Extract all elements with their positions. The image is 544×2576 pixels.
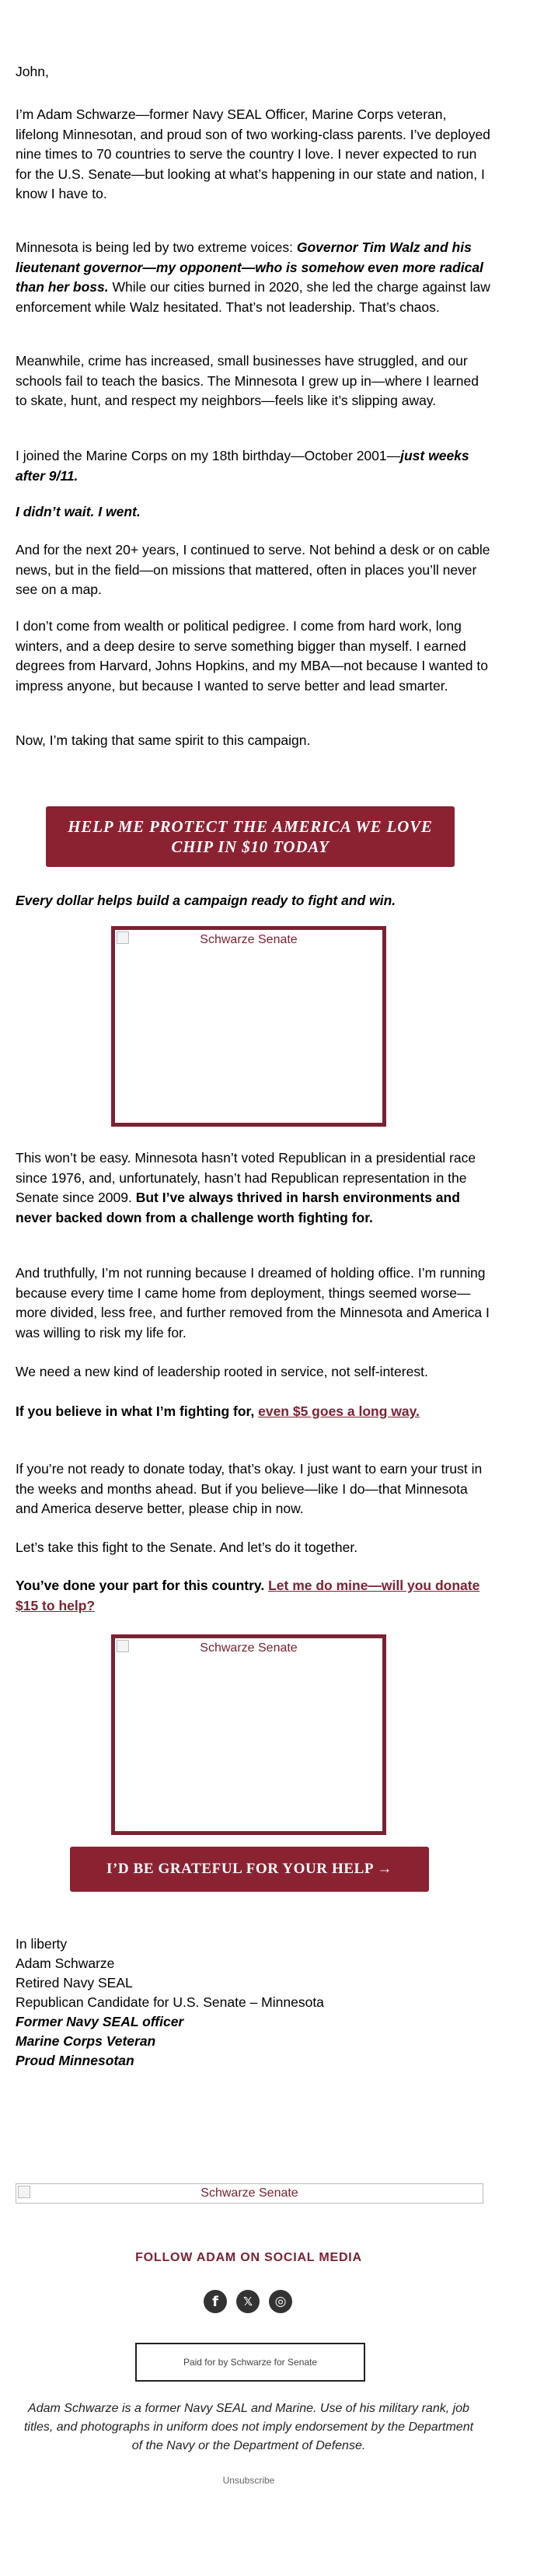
not-ready-paragraph: If you’re not ready to donate today, that’s okay. I just want to earn your trust in the weeks and months ahead. But if you believe—like I do—that Minnesota and America deserve better, please chip in now. bbox=[16, 1461, 483, 1516]
campaign-photo bbox=[111, 926, 386, 1127]
footer-banner-image bbox=[16, 2183, 483, 2204]
done-your-part-paragraph: You’ve done your part for this country. Let me do mine—will you donate $15 to help? bbox=[16, 1578, 480, 1613]
title-proud-minnesotan: Proud Minnesotan bbox=[16, 2053, 134, 2068]
crime-paragraph: Meanwhile, crime has increased, small businesses have struggled, and our schools fail to teach the basics. The Minnesota I grew up in—where I learned to skate, hunt, and respect my neighbors—feels like it’s slipping away. bbox=[16, 353, 479, 408]
intro-paragraph: I’m Adam Schwarze—former Navy SEAL Officer, Marine Corps veteran, lifelong Minnesotan, and proud son of two working-class parents. I’ve deployed nine times to 70 countries to serve the country I love. I never expected to run for the U.S. Senate—but looking at what’s happening in our state and nation, I know I have to. bbox=[16, 107, 490, 201]
signoff-name: Adam Schwarze bbox=[16, 1956, 115, 1971]
follow-heading: FOLLOW ADAM ON SOCIAL MEDIA bbox=[135, 2251, 362, 2264]
donate-5-link[interactable]: even $5 goes a long way. bbox=[258, 1403, 420, 1419]
donate-10-button[interactable]: HELP ME PROTECT THE AMERICA WE LOVE CHIP IN $10 TODAY bbox=[46, 806, 455, 867]
campaign-spirit-paragraph: Now, I’m taking that same spirit to this campaign. bbox=[16, 732, 311, 748]
background-paragraph: I don’t come from wealth or political pedigree. I come from hard work, long winters, and a deep desire to serve something bigger than myself. I earned degrees from Harvard, Johns Hopkins, and my MBA—not because I wanted to impress anyone, but because I wanted to serve better and lead smarter. bbox=[16, 618, 488, 694]
x-twitter-icon[interactable]: 𝕏 bbox=[236, 2290, 260, 2313]
twenty-years-paragraph: And for the next 20+ years, I continued to serve. Not behind a desk or on cable news, but in the field—on missions that mattered, often in places you’ll never see on a map. bbox=[16, 542, 490, 597]
campaign-photo-2 bbox=[111, 1634, 386, 1835]
signoff-rank: Retired Navy SEAL bbox=[16, 1975, 133, 1991]
unsubscribe-link[interactable]: Unsubscribe bbox=[222, 2475, 275, 2486]
footer-banner-alt-text: Schwarze Senate bbox=[201, 2186, 298, 2200]
title-seal-officer: Former Navy SEAL officer bbox=[16, 2014, 184, 2029]
paid-for-box: Paid for by Schwarze for Senate bbox=[135, 2343, 365, 2382]
disclaimer: Adam Schwarze is a former Navy SEAL and Marine. Use of his military rank, job titles, and photographs in uniform does not imply endorsement by the Department of the Navy or the Department of Defense. bbox=[23, 2402, 474, 2452]
didnt-wait-paragraph: I didn’t wait. I went. bbox=[16, 504, 141, 519]
signoff-candidacy: Republican Candidate for U.S. Senate – Minnesota bbox=[16, 1994, 324, 2010]
every-dollar-paragraph: Every dollar helps build a campaign ready to fight and win. bbox=[16, 893, 396, 908]
campaign-photo-alt-text: Schwarze Senate bbox=[200, 1641, 298, 1655]
instagram-icon[interactable]: ◎ bbox=[269, 2290, 292, 2313]
believe-paragraph: If you believe in what I’m fighting for, even $5 goes a long way. bbox=[16, 1403, 420, 1419]
why-running-paragraph: And truthfully, I’m not running because I dreamed of holding office. I’m running because every time I came home from deployment, things seemed worse—more divided, less free, and further removed from the Minnesota and America I was willing to risk my life for. bbox=[16, 1265, 490, 1340]
campaign-photo-alt-text: Schwarze Senate bbox=[200, 933, 298, 946]
signoff-line: In liberty bbox=[16, 1936, 68, 1952]
title-marine-veteran: Marine Corps Veteran bbox=[16, 2033, 156, 2049]
new-leadership-paragraph: We need a new kind of leadership rooted in service, not self-interest. bbox=[16, 1364, 428, 1379]
service-start-paragraph: I joined the Marine Corps on my 18th birthday—October 2001—just weeks after 9/11. bbox=[16, 448, 469, 484]
donate-15-link[interactable]: Let me do mine—will you donate $15 to help? bbox=[16, 1578, 480, 1613]
grateful-donate-button[interactable]: I’D BE GRATEFUL FOR YOUR HELP → bbox=[70, 1847, 429, 1892]
leadership-paragraph: Minnesota is being led by two extreme voices: Governor Tim Walz and his lieutenant governor—my opponent—who is somehow even more radical than her boss. While our cities burned in 2020, she led the charge against law enforcement while Walz hesitated. That’s not leadership. That’s chaos. bbox=[16, 239, 490, 315]
facebook-icon[interactable]: f bbox=[204, 2290, 227, 2313]
wont-be-easy-paragraph: This won’t be easy. Minnesota hasn’t voted Republican in a presidential race since 1976, and, unfortunately, hasn’t had Republican representation in the Senate since 2009. But I’ve always thrived in harsh environments and never backed down from a challenge worth fighting for. bbox=[16, 1150, 476, 1225]
salutation: John, bbox=[16, 64, 49, 79]
take-fight-paragraph: Let’s take this fight to the Senate. And let’s do it together. bbox=[16, 1540, 358, 1555]
